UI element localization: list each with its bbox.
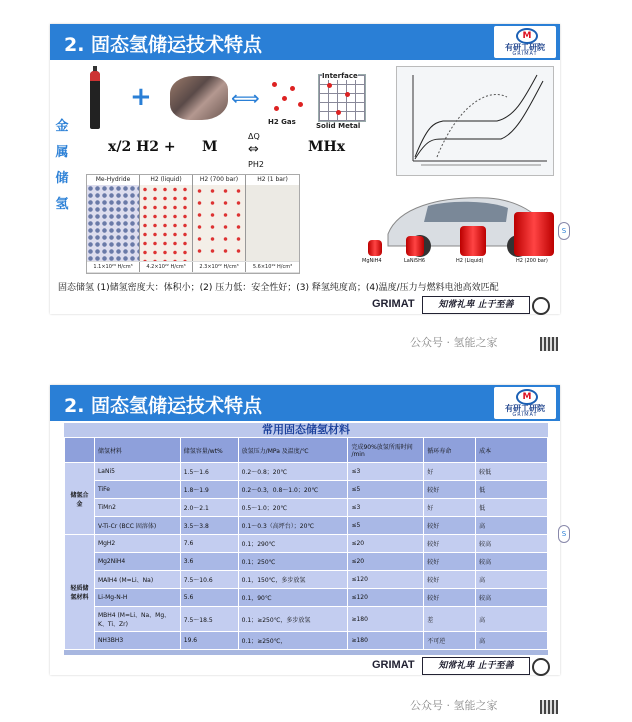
cylinder-band-icon xyxy=(90,71,100,81)
footer-motto: 知常礼卑 止于至善 xyxy=(422,657,530,675)
tank-label: H2 (200 bar) xyxy=(516,258,548,264)
table-cell: 7.5～18.5 xyxy=(180,607,238,632)
pct-curve-graph xyxy=(396,66,554,176)
car-tank-comparison xyxy=(358,190,558,270)
h-atom-icon xyxy=(327,83,332,88)
h2-molecule-icon xyxy=(272,82,277,87)
density-value: 2.3×10²² H/cm³ xyxy=(193,262,246,272)
logo-mark-icon: M xyxy=(516,389,538,405)
column-header: 储氢材料 xyxy=(94,438,180,463)
table-cell: 好 xyxy=(424,463,476,481)
logo-mark-icon: M xyxy=(516,28,538,44)
table-cell: 3.5～3.8 xyxy=(180,517,238,535)
table-header-row xyxy=(65,438,548,463)
column-header xyxy=(65,438,95,463)
hydride-lattice-panel xyxy=(87,185,140,261)
slide-title: 2. 固态氢储运技术特点 xyxy=(64,34,263,56)
side-label xyxy=(54,114,70,218)
table-row xyxy=(65,589,548,607)
interface-label: Interface xyxy=(322,72,358,80)
h2-molecule-icon xyxy=(274,106,279,111)
slide-footer xyxy=(50,296,560,314)
table-cell: 低 xyxy=(476,499,548,517)
slide-caption: 固态储氢 (1)储氢密度大：体积小；(2) 压力低：安全性好；(3) 释氢纯度高；(4)温度/压力与燃料电池高效匹配 xyxy=(58,283,499,293)
table-cell: ≤20 xyxy=(348,553,424,571)
equation-arrow-icon: ⇔ xyxy=(248,142,259,157)
panel-header: H2 (1 bar) xyxy=(246,175,299,185)
table-cell: 7.6 xyxy=(180,535,238,553)
h2-gas-label: H2 Gas xyxy=(268,118,296,126)
table-cell: TiFe xyxy=(94,481,180,499)
table-row xyxy=(65,632,548,650)
slide-title: 2. 固态氢储运技术特点 xyxy=(64,395,263,417)
h2-molecule-icon xyxy=(282,96,287,101)
table-cell: 0.1，90℃ xyxy=(238,589,348,607)
table-row xyxy=(65,607,548,632)
watermark: 公众号 · 氢能之家 xyxy=(410,336,498,349)
tank-label: H2 (Liquid) xyxy=(456,258,484,264)
table-cell: 1.5～1.6 xyxy=(180,463,238,481)
table-cell: Mg2NiH4 xyxy=(94,553,180,571)
table-cell: MgH2 xyxy=(94,535,180,553)
table-cell: 较好 xyxy=(424,535,476,553)
h2-molecule-icon xyxy=(290,86,295,91)
table-row xyxy=(65,535,548,553)
table-cell: 0.1；250℃ xyxy=(238,553,348,571)
footer-motto: 知常礼卑 止于至善 xyxy=(422,296,530,314)
group-label: 轻质储氢材料 xyxy=(65,535,95,650)
table-cell: ≤20 xyxy=(348,535,424,553)
table-cell: 较高 xyxy=(476,589,548,607)
footer-logo-icon xyxy=(532,658,550,676)
column-header: 循环寿命 xyxy=(424,438,476,463)
table-cell: 5.6 xyxy=(180,589,238,607)
table-cell: 高 xyxy=(476,571,548,589)
solid-metal-label: Solid Metal xyxy=(316,122,361,130)
table-cell: 0.2～0.3，0.8～1.0；20℃ xyxy=(238,481,348,499)
table-title: 常用固态储氢材料 xyxy=(64,423,548,437)
plus-icon: + xyxy=(130,82,152,112)
gas-h2-panel xyxy=(246,185,299,261)
table-cell: 19.6 xyxy=(180,632,238,650)
table-cell: V-Ti-Cr (BCC 固溶体) xyxy=(94,517,180,535)
density-value: 1.1×10²³ H/cm³ xyxy=(87,262,140,272)
table-cell: 较高 xyxy=(476,535,548,553)
liquid-h2-panel xyxy=(140,185,193,261)
table-cell: MAlH4 (M=Li、Na) xyxy=(94,571,180,589)
side-tab-icon[interactable]: S xyxy=(558,222,570,240)
table-cell: ≥180 xyxy=(348,632,424,650)
table-cell: NH3BH3 xyxy=(94,632,180,650)
table-cell: 低 xyxy=(476,481,548,499)
h2-molecule-icon xyxy=(298,102,303,107)
table-cell: 0.1；≥250℃， xyxy=(238,632,348,650)
table-cell: ≤3 xyxy=(348,499,424,517)
slide-header xyxy=(50,385,560,421)
table-cell: 高 xyxy=(476,517,548,535)
table-cell: 0.1～0.3（高坪台）；20℃ xyxy=(238,517,348,535)
h-atom-icon xyxy=(345,92,350,97)
table-cell: LaNi5 xyxy=(94,463,180,481)
slide-header xyxy=(50,24,560,60)
mgnih4-tank xyxy=(368,240,382,256)
table-cell: 较好 xyxy=(424,517,476,535)
table-cell: 1.8～1.9 xyxy=(180,481,238,499)
logo-text-en: GRIMAT xyxy=(512,412,538,418)
equation-metal: M xyxy=(202,139,218,155)
table-cell: ≤5 xyxy=(348,517,424,535)
tank-label: LaNi5H6 xyxy=(404,258,426,264)
table-cell: MBH4 (M=Li、Na、Mg、K、Ti、Zr) xyxy=(94,607,180,632)
panel-header: H2 (700 bar) xyxy=(193,175,246,185)
table-cell: TiMn2 xyxy=(94,499,180,517)
equation-h2: x/2 H2 + xyxy=(108,139,176,155)
compressed-h2-panel xyxy=(193,185,246,261)
logo-text-cn: 有研工研院 xyxy=(505,404,545,413)
table-cell: 较好 xyxy=(424,481,476,499)
double-arrow-icon: ⟺ xyxy=(231,86,260,110)
table-cell: 差 xyxy=(424,607,476,632)
slide-2 xyxy=(50,385,567,675)
footer-logo-icon xyxy=(532,297,550,315)
metal-lattice xyxy=(318,74,366,122)
side-label-text: 金属储氢 xyxy=(55,119,69,212)
equation-pressure: PH2 xyxy=(248,160,264,169)
watermark: 公众号 · 氢能之家 xyxy=(410,699,498,712)
qr-code-icon xyxy=(540,700,558,714)
table-cell: 较好 xyxy=(424,553,476,571)
table-cell: ≤3 xyxy=(348,463,424,481)
table-cell: 较好 xyxy=(424,571,476,589)
table-cell: 0.1；≥250℃，多步放氢 xyxy=(238,607,348,632)
table-cell: 0.5～1.0；20℃ xyxy=(238,499,348,517)
side-tab-icon[interactable]: S xyxy=(558,525,570,543)
column-header: 成本 xyxy=(476,438,548,463)
metal-ore-image xyxy=(170,76,228,120)
table-cell: 较好 xyxy=(424,589,476,607)
slide-footer xyxy=(50,657,560,675)
group-label: 储氢合金 xyxy=(65,463,95,535)
table-cell: 较低 xyxy=(476,463,548,481)
table-cell: 好 xyxy=(424,499,476,517)
lani5h6-tank xyxy=(406,236,424,256)
logo-text-cn: 有研工研院 xyxy=(505,43,545,52)
table-row xyxy=(65,517,548,535)
table-cell: 0.2～0.8；20℃ xyxy=(238,463,348,481)
slide-1 xyxy=(50,24,567,314)
liquid-h2-tank xyxy=(460,226,486,256)
h-atom-icon xyxy=(336,110,341,115)
grimat-logo xyxy=(494,26,556,58)
density-value: 4.2×10²² H/cm³ xyxy=(140,262,193,272)
equation-hydride: MHx xyxy=(308,139,346,155)
table-cell: 2.0～2.1 xyxy=(180,499,238,517)
column-header: 放氢压力/MPa 及温度/℃ xyxy=(238,438,348,463)
column-header: 储氢容量/wt% xyxy=(180,438,238,463)
table-cell: 高 xyxy=(476,607,548,632)
table-row xyxy=(65,481,548,499)
table-cell: 3.6 xyxy=(180,553,238,571)
pct-curve-svg xyxy=(397,67,553,175)
density-value: 5.6×10¹⁹ H/cm³ xyxy=(246,262,299,272)
table-cell: ≥180 xyxy=(348,607,424,632)
logo-text-en: GRIMAT xyxy=(512,51,538,57)
table-cell: 7.5～10.6 xyxy=(180,571,238,589)
table-row xyxy=(65,499,548,517)
table-row xyxy=(65,571,548,589)
compressed-h2-tank xyxy=(514,212,554,256)
density-comparison-panels xyxy=(86,174,300,274)
table-row xyxy=(65,463,548,481)
table-cell: ≤120 xyxy=(348,589,424,607)
table-cell: 不可逆 xyxy=(424,632,476,650)
storage-materials-table-wrap xyxy=(64,423,548,655)
table-cell: 高 xyxy=(476,632,548,650)
qr-code-icon xyxy=(540,337,558,351)
column-header: 完成90%放氢所需时间 /min xyxy=(348,438,424,463)
table-cell: ≤5 xyxy=(348,481,424,499)
grimat-logo xyxy=(494,387,556,419)
table-cell: 0.1；290℃ xyxy=(238,535,348,553)
table-row xyxy=(65,553,548,571)
table-cell: ≤120 xyxy=(348,571,424,589)
interface-diagram xyxy=(268,72,368,130)
table-cell: Li-Mg-N-H xyxy=(94,589,180,607)
panel-header: H2 (liquid) xyxy=(140,175,193,185)
table-cell: 较高 xyxy=(476,553,548,571)
storage-materials-table xyxy=(64,437,548,650)
footer-brand: GRIMAT xyxy=(372,659,415,671)
equation-heat: ΔQ xyxy=(248,132,260,141)
table-cell: 0.1，150℃，多步放氢 xyxy=(238,571,348,589)
footer-brand: GRIMAT xyxy=(372,298,415,310)
tank-label: MgNiH4 xyxy=(362,258,382,264)
panel-header: Me-Hydride xyxy=(87,175,140,185)
